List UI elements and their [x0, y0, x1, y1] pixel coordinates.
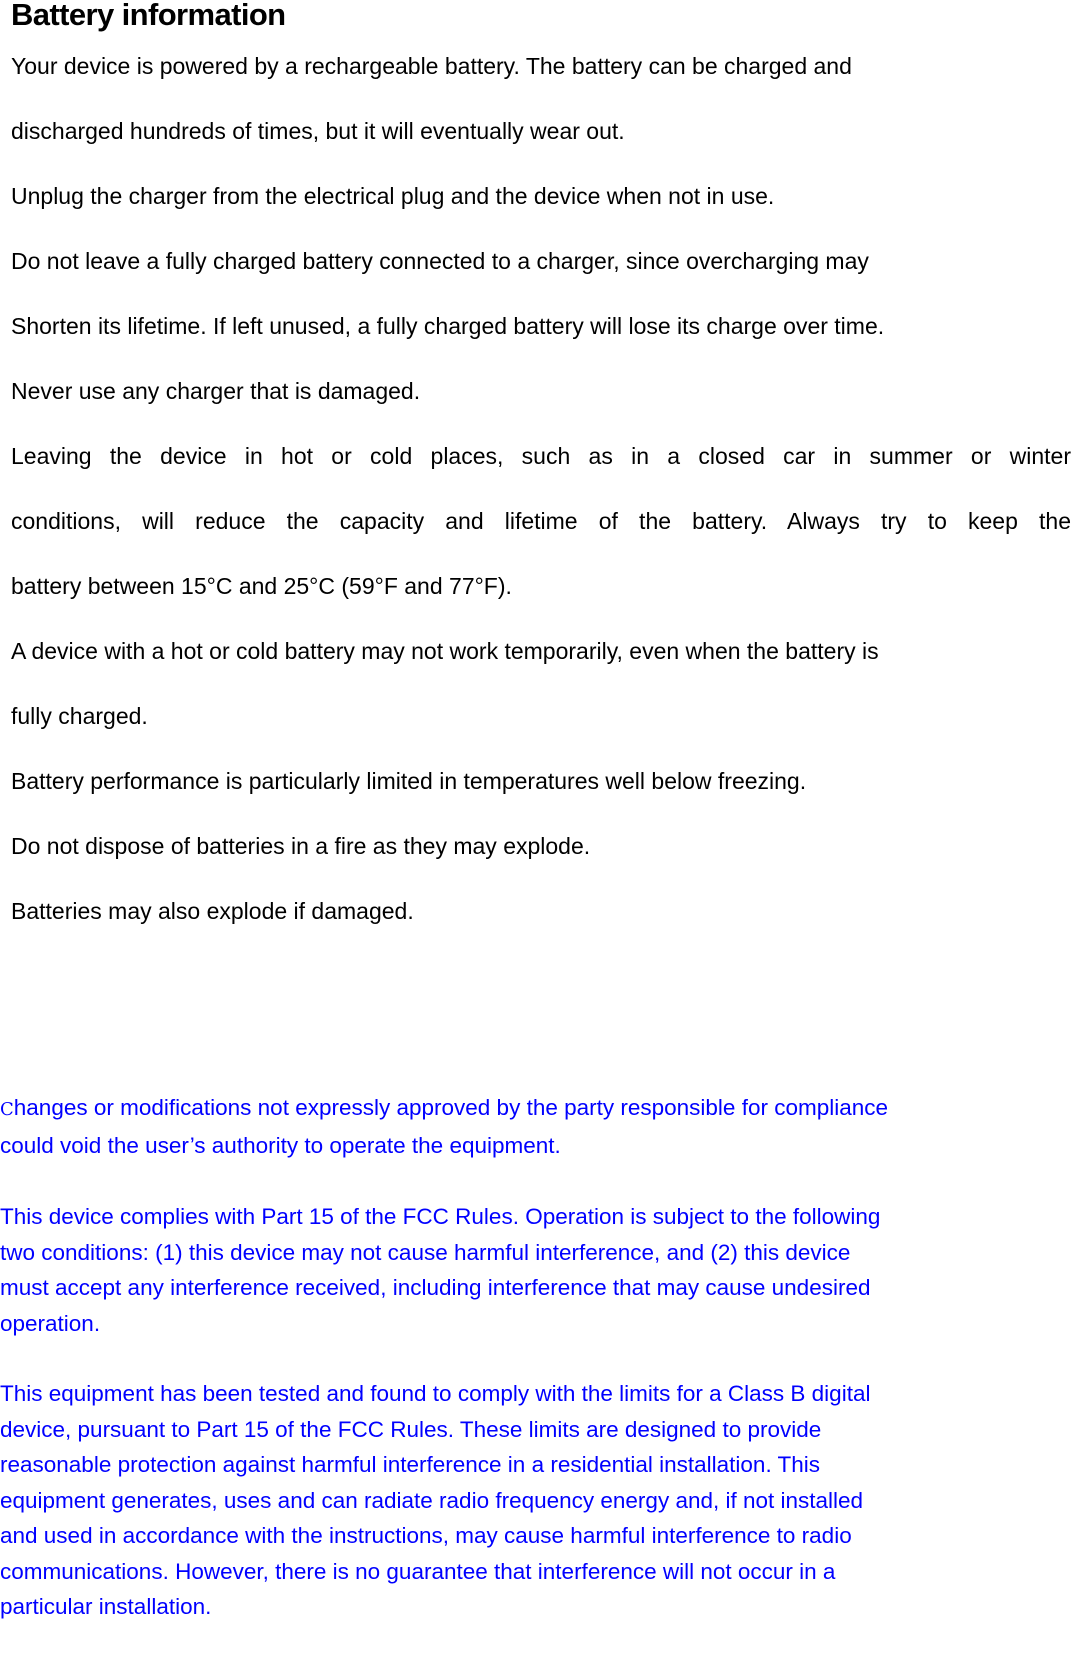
battery-line: Never use any charger that is damaged.	[11, 378, 421, 404]
battery-line: A device with a hot or cold battery may not work temporarily, even when the battery is	[11, 638, 879, 664]
fcc-line: equipment generates, uses and can radiate radio frequency energy and, if not installed	[0, 1487, 864, 1513]
fcc-line-text: hanges or modifications not expressly approved by the party responsible for compliance	[13, 1095, 889, 1120]
battery-information-section	[11, 0, 1071, 944]
fcc-line: This equipment has been tested and found to comply with the limits for a Class B digital	[0, 1381, 871, 1406]
fcc-line: could void the user’s authority to operate the equipment.	[0, 1133, 561, 1158]
battery-line: fully charged.	[11, 703, 148, 729]
battery-line: battery between 15°C and 25°C (59°F and 77°F).	[11, 573, 512, 599]
fcc-line: two conditions: (1) this device may not cause harmful interference, and (2) this device	[0, 1239, 851, 1265]
fcc-part15-paragraph	[0, 1199, 1072, 1341]
fcc-initial-letter: C	[0, 1099, 14, 1120]
fcc-line: reasonable protection against harmful interference in a residential installation. This	[0, 1452, 821, 1477]
battery-line: Do not dispose of batteries in a fire as they may explode.	[11, 833, 591, 859]
fcc-class-b-paragraph	[0, 1376, 1072, 1625]
battery-line: discharged hundreds of times, but it will eventually wear out.	[11, 118, 625, 144]
battery-line: Battery performance is particularly limited in temperatures well below freezing.	[11, 768, 807, 794]
fcc-line: particular installation.	[0, 1594, 212, 1619]
fcc-line	[0, 1090, 1072, 1128]
battery-line: Unplug the charger from the electrical plug and the device when not in use.	[11, 183, 775, 209]
battery-information-heading: Battery information	[11, 0, 286, 32]
battery-line: Leaving the device in hot or cold places, such as in a closed car in summer or winter	[11, 443, 1071, 469]
fcc-line: This device complies with Part 15 of the FCC Rules. Operation is subject to the following	[0, 1204, 881, 1229]
battery-line: Do not leave a fully charged battery connected to a charger, since overcharging may	[11, 248, 869, 274]
battery-line: Your device is powered by a rechargeable battery. The battery can be charged and	[11, 53, 852, 79]
fcc-line: and used in accordance with the instructions, may cause harmful interference to radio	[0, 1523, 852, 1548]
battery-line: conditions, will reduce the capacity and lifetime of the battery. Always try to keep the	[11, 508, 1071, 534]
fcc-statement-section	[0, 1090, 1072, 1660]
fcc-line: communications. However, there is no guarantee that interference will not occur in a	[0, 1558, 836, 1584]
fcc-line: operation.	[0, 1310, 101, 1336]
battery-line: Batteries may also explode if damaged.	[11, 898, 414, 924]
battery-line: Shorten its lifetime. If left unused, a fully charged battery will lose its charge over time.	[11, 313, 885, 339]
fcc-line: must accept any interference received, including interference that may cause undesired	[0, 1275, 871, 1300]
fcc-line: device, pursuant to Part 15 of the FCC Rules. These limits are designed to provide	[0, 1416, 822, 1442]
fcc-modifications-paragraph	[0, 1090, 1072, 1164]
